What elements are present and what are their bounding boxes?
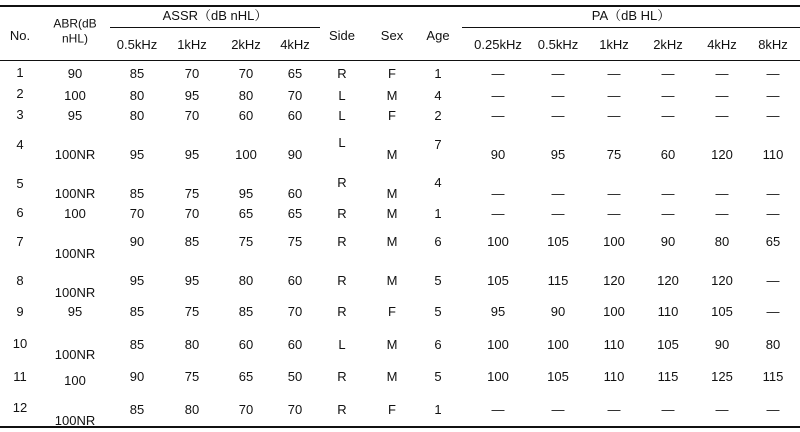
row-pa-value: 75	[606, 147, 622, 162]
row-sex: M	[386, 186, 398, 201]
row-abr: 95	[67, 304, 83, 319]
row-assr-value: 60	[287, 186, 303, 201]
row-pa-value: —	[715, 402, 729, 417]
row-pa-value: —	[491, 206, 505, 221]
header-abr-line2: nHL)	[61, 31, 89, 46]
row-pa-value: —	[661, 402, 675, 417]
row-pa-value: 120	[657, 273, 679, 288]
row-side: R	[337, 206, 347, 221]
row-pa-value: —	[491, 66, 505, 81]
row-side: L	[338, 108, 346, 123]
row-assr-value: 85	[184, 234, 200, 249]
row-pa-value: —	[491, 108, 505, 123]
row-pa-value: 90	[550, 304, 566, 319]
row-sex: M	[386, 337, 398, 352]
row-pa-value: 100	[603, 304, 625, 319]
row-assr-value: 85	[129, 186, 145, 201]
row-sex: M	[386, 88, 398, 103]
row-assr-value: 60	[287, 337, 303, 352]
row-pa-value: —	[715, 88, 729, 103]
row-assr-value: 60	[238, 337, 254, 352]
row-no: 2	[16, 86, 24, 101]
row-assr-value: 70	[287, 88, 303, 103]
row-sex: F	[388, 108, 396, 123]
row-assr-value: 85	[129, 66, 145, 81]
row-side: L	[338, 337, 346, 352]
row-side: R	[337, 273, 347, 288]
row-pa-value: —	[607, 108, 621, 123]
row-abr: 100NR	[54, 186, 96, 201]
row-pa-value: 95	[490, 304, 506, 319]
row-pa-value: 110	[657, 304, 679, 319]
row-age: 5	[434, 273, 442, 288]
row-assr-value: 90	[129, 369, 145, 384]
row-pa-value: —	[661, 206, 675, 221]
row-assr-value: 95	[129, 273, 145, 288]
row-pa-value: 125	[711, 369, 733, 384]
header-pa-freq: 0.25kHz	[474, 37, 522, 52]
row-pa-value: 100	[547, 337, 569, 352]
row-sex: F	[388, 402, 396, 417]
row-pa-value: —	[661, 108, 675, 123]
row-pa-value: 105	[711, 304, 733, 319]
row-pa-value: —	[491, 88, 505, 103]
row-pa-value: —	[607, 402, 621, 417]
header-assr-group: ASSR（dB nHL）	[162, 8, 268, 23]
row-pa-value: 105	[547, 369, 569, 384]
row-sex: M	[386, 206, 398, 221]
row-assr-value: 70	[184, 108, 200, 123]
row-side: R	[337, 175, 347, 190]
row-pa-value: 100	[603, 234, 625, 249]
row-pa-value: 95	[550, 147, 566, 162]
row-age: 6	[434, 337, 442, 352]
row-assr-value: 85	[129, 304, 145, 319]
row-pa-value: —	[766, 206, 780, 221]
row-side: L	[338, 135, 346, 150]
row-pa-value: —	[715, 66, 729, 81]
row-side: R	[337, 66, 347, 81]
row-pa-value: —	[715, 108, 729, 123]
row-pa-value: —	[661, 186, 675, 201]
row-pa-value: —	[607, 186, 621, 201]
header-no: No.	[9, 28, 31, 43]
table-bottom-rule	[0, 426, 800, 428]
header-sex: Sex	[380, 28, 404, 43]
row-pa-value: 105	[657, 337, 679, 352]
row-pa-value: 115	[657, 369, 679, 384]
row-assr-value: 65	[287, 66, 303, 81]
row-assr-value: 80	[129, 108, 145, 123]
pa-group-rule	[462, 27, 800, 28]
row-assr-value: 95	[129, 147, 145, 162]
row-abr: 100	[64, 373, 86, 388]
row-pa-value: —	[766, 402, 780, 417]
row-age: 1	[434, 402, 442, 417]
header-pa-freq: 0.5kHz	[537, 37, 579, 52]
row-assr-value: 70	[287, 304, 303, 319]
row-no: 8	[16, 273, 24, 288]
row-pa-value: —	[551, 402, 565, 417]
row-abr: 95	[67, 108, 83, 123]
row-side: R	[337, 304, 347, 319]
row-assr-value: 70	[238, 66, 254, 81]
row-age: 5	[434, 304, 442, 319]
header-assr-freq: 1kHz	[177, 37, 207, 52]
row-abr: 100NR	[54, 246, 96, 261]
row-pa-value: —	[551, 206, 565, 221]
row-sex: M	[386, 234, 398, 249]
header-age: Age	[426, 28, 450, 43]
row-pa-value: —	[715, 186, 729, 201]
header-pa-freq: 2kHz	[653, 37, 683, 52]
row-age: 7	[434, 137, 442, 152]
row-pa-value: 120	[603, 273, 625, 288]
row-no: 9	[16, 304, 24, 319]
row-no: 3	[16, 107, 24, 122]
header-assr-freq: 4kHz	[280, 37, 310, 52]
row-pa-value: 115	[547, 273, 569, 288]
row-pa-value: 80	[765, 337, 781, 352]
row-pa-value: —	[491, 402, 505, 417]
header-assr-freq: 2kHz	[231, 37, 261, 52]
row-pa-value: —	[766, 66, 780, 81]
row-pa-value: 100	[487, 234, 509, 249]
row-assr-value: 85	[129, 337, 145, 352]
row-assr-value: 95	[238, 186, 254, 201]
row-side: L	[338, 88, 346, 103]
row-assr-value: 75	[184, 369, 200, 384]
row-age: 4	[434, 175, 442, 190]
row-pa-value: 100	[487, 369, 509, 384]
row-assr-value: 60	[287, 273, 303, 288]
row-no: 11	[13, 369, 27, 384]
header-pa-freq: 4kHz	[707, 37, 737, 52]
row-pa-value: 105	[487, 273, 509, 288]
row-pa-value: 90	[714, 337, 730, 352]
row-assr-value: 75	[238, 234, 254, 249]
row-pa-value: —	[607, 206, 621, 221]
header-side: Side	[328, 28, 356, 43]
row-sex: F	[388, 304, 396, 319]
row-abr: 100NR	[54, 285, 96, 300]
row-no: 1	[16, 65, 24, 80]
row-pa-value: —	[607, 88, 621, 103]
row-abr: 90	[67, 66, 83, 81]
row-abr: 100NR	[54, 413, 96, 428]
row-assr-value: 70	[238, 402, 254, 417]
row-pa-value: 80	[714, 234, 730, 249]
row-pa-value: 120	[711, 147, 733, 162]
row-age: 1	[434, 66, 442, 81]
row-pa-value: —	[551, 88, 565, 103]
row-sex: M	[386, 273, 398, 288]
row-no: 7	[16, 234, 24, 249]
row-assr-value: 90	[129, 234, 145, 249]
row-assr-value: 70	[129, 206, 145, 221]
row-assr-value: 80	[238, 273, 254, 288]
row-assr-value: 95	[184, 273, 200, 288]
row-assr-value: 65	[238, 206, 254, 221]
row-pa-value: —	[766, 108, 780, 123]
row-assr-value: 70	[184, 206, 200, 221]
header-pa-freq: 1kHz	[599, 37, 629, 52]
assr-group-rule	[110, 27, 320, 28]
row-no: 10	[12, 336, 28, 351]
row-assr-value: 90	[287, 147, 303, 162]
header-pa-freq: 8kHz	[758, 37, 788, 52]
row-pa-value: 90	[660, 234, 676, 249]
row-pa-value: 65	[765, 234, 781, 249]
row-pa-value: —	[715, 206, 729, 221]
row-assr-value: 75	[184, 186, 200, 201]
row-assr-value: 80	[184, 402, 200, 417]
header-pa-group: PA（dB HL）	[591, 8, 671, 23]
row-pa-value: 110	[603, 369, 625, 384]
row-abr: 100NR	[54, 347, 96, 362]
header-assr-freq: 0.5kHz	[116, 37, 158, 52]
row-assr-value: 75	[184, 304, 200, 319]
row-assr-value: 85	[238, 304, 254, 319]
row-pa-value: —	[766, 273, 780, 288]
row-assr-value: 50	[287, 369, 303, 384]
row-age: 6	[434, 234, 442, 249]
row-pa-value: 110	[603, 337, 625, 352]
row-pa-value: —	[766, 304, 780, 319]
header-abr-line1: ABR(dB	[53, 16, 97, 31]
row-assr-value: 65	[287, 206, 303, 221]
row-assr-value: 60	[238, 108, 254, 123]
row-pa-value: —	[551, 186, 565, 201]
row-sex: F	[388, 66, 396, 81]
row-pa-value: —	[551, 66, 565, 81]
row-pa-value: —	[661, 66, 675, 81]
row-pa-value: —	[766, 186, 780, 201]
row-pa-value: —	[661, 88, 675, 103]
row-pa-value: 100	[487, 337, 509, 352]
row-sex: M	[386, 147, 398, 162]
row-assr-value: 70	[287, 402, 303, 417]
row-age: 1	[434, 206, 442, 221]
row-no: 4	[16, 137, 24, 152]
row-no: 5	[16, 176, 24, 191]
row-pa-value: 120	[711, 273, 733, 288]
row-assr-value: 75	[287, 234, 303, 249]
row-side: R	[337, 402, 347, 417]
row-pa-value: 90	[490, 147, 506, 162]
row-sex: M	[386, 369, 398, 384]
row-abr: 100	[64, 206, 86, 221]
row-side: R	[337, 369, 347, 384]
table-top-rule	[0, 5, 800, 7]
row-abr: 100NR	[54, 147, 96, 162]
row-assr-value: 80	[184, 337, 200, 352]
row-pa-value: 105	[547, 234, 569, 249]
row-age: 4	[434, 88, 442, 103]
row-abr: 100	[64, 88, 86, 103]
row-assr-value: 80	[238, 88, 254, 103]
row-assr-value: 85	[129, 402, 145, 417]
row-pa-value: —	[607, 66, 621, 81]
row-assr-value: 100	[235, 147, 257, 162]
row-no: 6	[16, 205, 24, 220]
row-pa-value: —	[766, 88, 780, 103]
row-pa-value: 60	[660, 147, 676, 162]
row-assr-value: 95	[184, 88, 200, 103]
row-assr-value: 70	[184, 66, 200, 81]
row-age: 2	[434, 108, 442, 123]
row-pa-value: 115	[762, 369, 784, 384]
row-assr-value: 80	[129, 88, 145, 103]
row-side: R	[337, 234, 347, 249]
row-no: 12	[12, 400, 28, 415]
row-pa-value: 110	[762, 147, 784, 162]
row-pa-value: —	[551, 108, 565, 123]
row-pa-value: —	[491, 186, 505, 201]
header-bottom-rule	[0, 60, 800, 61]
row-assr-value: 65	[238, 369, 254, 384]
row-assr-value: 95	[184, 147, 200, 162]
row-assr-value: 60	[287, 108, 303, 123]
row-age: 5	[434, 369, 442, 384]
